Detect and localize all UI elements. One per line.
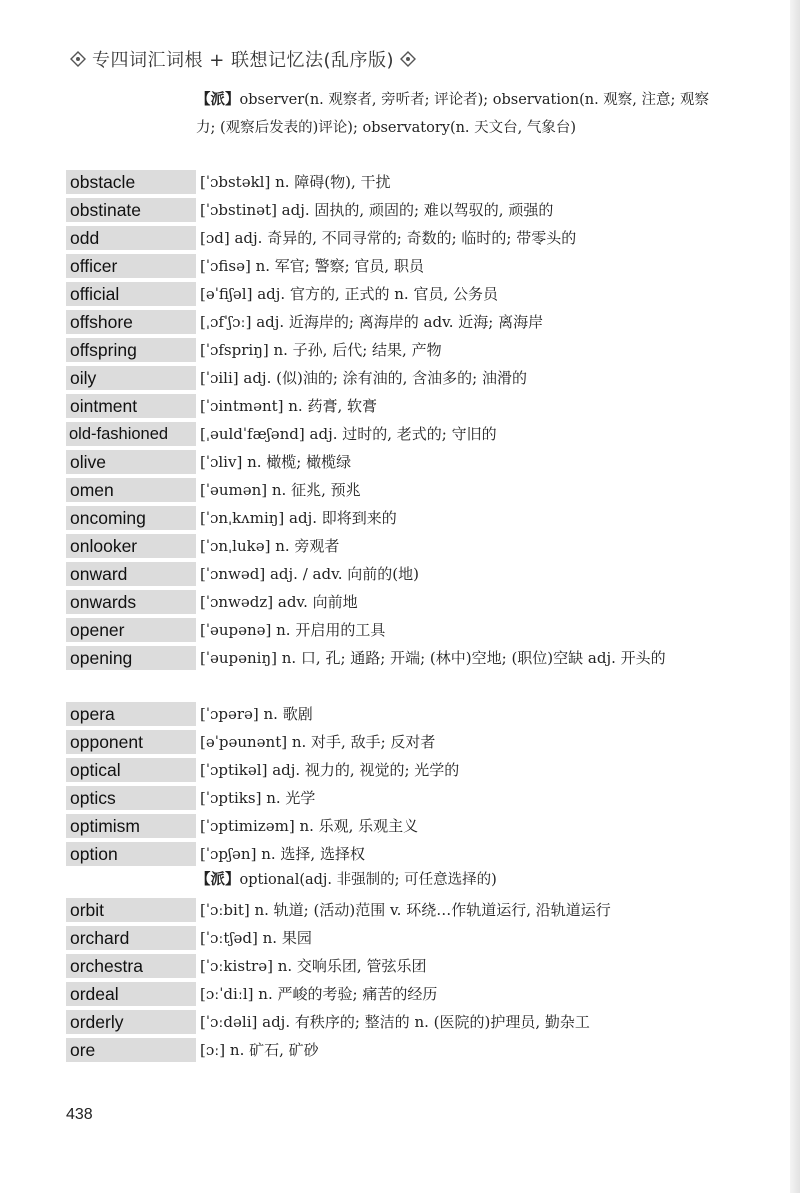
definition: [ˈɔːtʃəd] n. 果园 bbox=[200, 929, 312, 947]
definition: [ˈɔnwədz] adv. 向前地 bbox=[200, 593, 358, 611]
diamond-ornament-icon bbox=[400, 51, 416, 67]
derivatives-text: observer(n. 观察者, 旁听者; 评论者); observation(n. 观察, 注意; 观察力; (观察后发表的)评论); observatory(n. 天文台, 气象台) bbox=[196, 92, 710, 136]
entry-row bbox=[66, 532, 710, 558]
definition: [ˈɔptikəl] adj. 视力的, 视觉的; 光学的 bbox=[200, 761, 460, 779]
headword: obstacle bbox=[66, 170, 196, 194]
entry-row bbox=[66, 588, 710, 614]
definition: [ˈɔpərə] n. 歌剧 bbox=[200, 705, 313, 723]
headword: offspring bbox=[66, 338, 196, 362]
entry-row bbox=[66, 952, 710, 978]
definition: [ˈəumən] n. 征兆, 预兆 bbox=[200, 481, 361, 499]
headword: ordeal bbox=[66, 982, 196, 1006]
headword: optical bbox=[66, 758, 196, 782]
entry-row bbox=[66, 560, 710, 586]
entry-row bbox=[66, 784, 710, 810]
definition: [ˈɔbstəkl] n. 障碍(物), 干扰 bbox=[200, 173, 391, 191]
headword: optics bbox=[66, 786, 196, 810]
entry-row bbox=[66, 420, 710, 446]
definition: [ˈɔptiks] n. 光学 bbox=[200, 789, 316, 807]
headword: orderly bbox=[66, 1010, 196, 1034]
headword: ore bbox=[66, 1038, 196, 1062]
entry-row bbox=[66, 896, 710, 922]
headword: option bbox=[66, 842, 196, 866]
definition: [ˈɔːkistrə] n. 交响乐团, 管弦乐团 bbox=[200, 957, 427, 975]
page-edge bbox=[790, 0, 800, 1193]
headword: orchestra bbox=[66, 954, 196, 978]
entry-row bbox=[66, 700, 710, 726]
entry-row bbox=[66, 504, 710, 530]
definition: [ˈɔfspriŋ] n. 子孙, 后代; 结果, 产物 bbox=[200, 341, 442, 359]
definition: [əˈpəunənt] n. 对手, 敌手; 反对者 bbox=[200, 733, 436, 751]
definition: [ˈɔpʃən] n. 选择, 选择权 bbox=[200, 845, 365, 863]
headword: opener bbox=[66, 618, 196, 642]
headword: onwards bbox=[66, 590, 196, 614]
headword: officer bbox=[66, 254, 196, 278]
definition: [ˈəupəniŋ] n. 口, 孔; 通路; 开端; (林中)空地; (职位)空缺 adj. 开头的 bbox=[200, 649, 666, 667]
definition: [ˈɔintmənt] n. 药膏, 软膏 bbox=[200, 397, 378, 415]
definition: [ɔːˈdiːl] n. 严峻的考验; 痛苦的经历 bbox=[200, 985, 438, 1003]
definition: [ɔd] adj. 奇异的, 不同寻常的; 奇数的; 临时的; 带零头的 bbox=[200, 229, 577, 247]
definition: [ˈɔptimizəm] n. 乐观, 乐观主义 bbox=[200, 817, 419, 835]
headword: official bbox=[66, 282, 196, 306]
entry-row bbox=[66, 336, 710, 362]
definition: [ɔː] n. 矿石, 矿砂 bbox=[200, 1041, 319, 1059]
headword: offshore bbox=[66, 310, 196, 334]
headword: oncoming bbox=[66, 506, 196, 530]
page-number: 438 bbox=[66, 1106, 93, 1123]
entry-row bbox=[66, 308, 710, 334]
definition: [ˈɔːdəli] adj. 有秩序的; 整洁的 n. (医院的)护理员, 勤杂工 bbox=[200, 1013, 590, 1031]
headword: olive bbox=[66, 450, 196, 474]
headword: opera bbox=[66, 702, 196, 726]
derivatives-tag: 【派】 bbox=[196, 871, 240, 888]
definition: [ˈɔnˌkʌmiŋ] adj. 即将到来的 bbox=[200, 509, 397, 527]
entry-row bbox=[66, 392, 710, 418]
entry-row bbox=[66, 924, 710, 950]
entry-row bbox=[66, 812, 710, 838]
definition: [ˈɔnˌlukə] n. 旁观者 bbox=[200, 537, 340, 555]
running-header bbox=[64, 44, 422, 74]
entry-row bbox=[66, 364, 710, 390]
derivatives-text: optional(adj. 非强制的; 可任意选择的) bbox=[239, 872, 497, 888]
entry-row bbox=[66, 840, 710, 866]
entry-row bbox=[66, 168, 710, 194]
derivatives-note bbox=[196, 866, 710, 894]
entry-row bbox=[66, 1008, 710, 1034]
entry-row bbox=[66, 644, 710, 700]
headword: odd bbox=[66, 226, 196, 250]
definition: [ˈɔliv] n. 橄榄; 橄榄绿 bbox=[200, 453, 352, 471]
entry-row bbox=[66, 1036, 710, 1062]
definition: [ˈɔfisə] n. 军官; 警察; 官员, 职员 bbox=[200, 257, 424, 275]
headword: oily bbox=[66, 366, 196, 390]
headword: onward bbox=[66, 562, 196, 586]
definition: [əˈfiʃəl] adj. 官方的, 正式的 n. 官员, 公务员 bbox=[200, 285, 498, 303]
headword: opening bbox=[66, 646, 196, 670]
definition: [ˈɔnwəd] adj. / adv. 向前的(地) bbox=[200, 565, 420, 583]
headword: ointment bbox=[66, 394, 196, 418]
diamond-ornament-icon bbox=[70, 51, 86, 67]
entry-row bbox=[66, 280, 710, 306]
entry-row bbox=[66, 980, 710, 1006]
definition: [ˈɔbstinət] adj. 固执的, 顽固的; 难以驾驭的, 顽强的 bbox=[200, 201, 554, 219]
definition: [ˌəuldˈfæʃənd] adj. 过时的, 老式的; 守旧的 bbox=[200, 425, 497, 443]
entry-row bbox=[66, 616, 710, 642]
entry-row bbox=[66, 224, 710, 250]
definition: [ˌɔfˈʃɔː] adj. 近海岸的; 离海岸的 adv. 近海; 离海岸 bbox=[200, 313, 544, 331]
headword: old-fashioned bbox=[66, 422, 196, 446]
headword: onlooker bbox=[66, 534, 196, 558]
headword: orbit bbox=[66, 898, 196, 922]
entry-row bbox=[66, 448, 710, 474]
headword: orchard bbox=[66, 926, 196, 950]
definition: [ˈɔːbit] n. 轨道; (活动)范围 v. 环绕…作轨道运行, 沿轨道运行 bbox=[200, 901, 611, 919]
entry-row bbox=[66, 728, 710, 754]
derivatives-note bbox=[196, 86, 710, 142]
entry-row bbox=[66, 252, 710, 278]
entry-row bbox=[66, 756, 710, 782]
headword: optimism bbox=[66, 814, 196, 838]
entry-row bbox=[66, 196, 710, 222]
headword: obstinate bbox=[66, 198, 196, 222]
headword: omen bbox=[66, 478, 196, 502]
entry-row bbox=[66, 476, 710, 502]
headword: opponent bbox=[66, 730, 196, 754]
derivatives-tag: 【派】 bbox=[196, 91, 240, 108]
header-title: 专四词汇词根 + 联想记忆法(乱序版) bbox=[92, 50, 395, 71]
definition: [ˈɔili] adj. (似)油的; 涂有油的, 含油多的; 油滑的 bbox=[200, 369, 528, 387]
definition: [ˈəupənə] n. 开启用的工具 bbox=[200, 621, 386, 639]
